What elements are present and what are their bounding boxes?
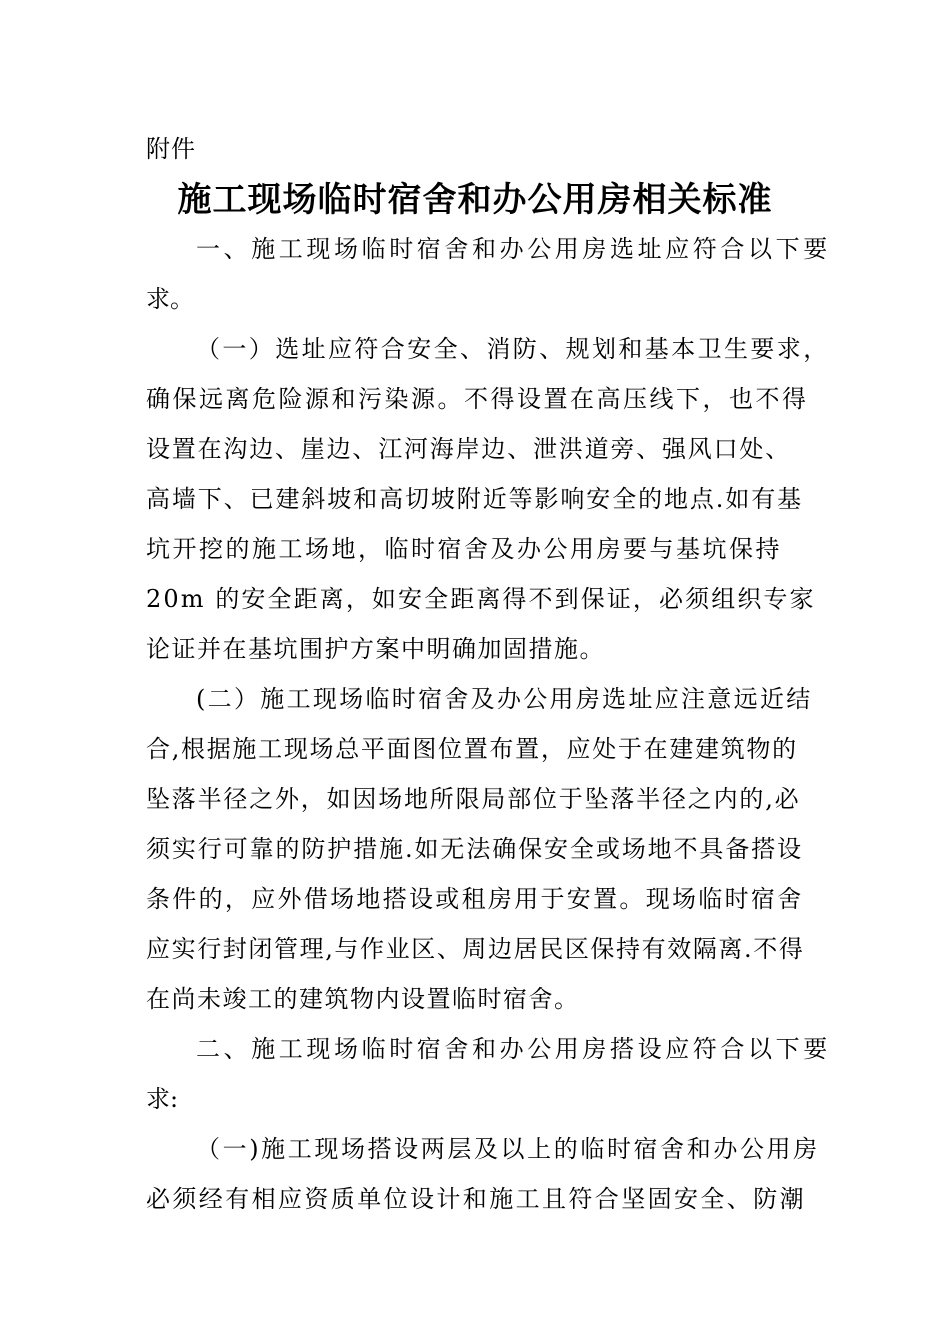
body-line: 二、施工现场临时宿舍和办公用房搭设应符合以下要 — [196, 1035, 831, 1063]
body-line: （一）选址应符合安全、消防、规划和基本卫生要求， — [196, 335, 830, 363]
body-line: （一)施工现场搭设两层及以上的临时宿舍和办公用房 — [196, 1135, 820, 1163]
body-line: 应实行封闭管理,与作业区、周边居民区保持有效隔离.不得 — [146, 935, 805, 963]
body-line: 设置在沟边、崖边、江河海岸边、泄洪道旁、强风口处、 — [146, 435, 791, 463]
body-line: (二）施工现场临时宿舍及办公用房选址应注意远近结 — [196, 685, 813, 713]
body-line: 一、施工现场临时宿舍和办公用房选址应符合以下要 — [196, 235, 831, 263]
document-title: 施工现场临时宿舍和办公用房相关标准 — [177, 180, 773, 220]
body-line: 合,根据施工现场总平面图位置布置，应处于在建建筑物的 — [146, 735, 798, 763]
body-line: 条件的，应外借场地搭设或租房用于安置。现场临时宿舍 — [146, 885, 804, 913]
body-line: 高墙下、已建斜坡和高切坡附近等影响安全的地点.如有基 — [146, 485, 804, 513]
body-line: 必须经有相应资质单位设计和施工且符合坚固安全、防潮 — [146, 1185, 806, 1213]
attachment-label: 附件 — [146, 135, 196, 163]
body-line: 论证并在基坑围护方案中明确加固措施。 — [146, 635, 605, 663]
body-line: 在尚未竣工的建筑物内设置临时宿舍。 — [146, 985, 580, 1013]
body-line: 须实行可靠的防护措施.如无法确保安全或场地不具备搭设 — [146, 835, 804, 863]
body-line: 求。 — [146, 285, 194, 313]
body-line: 确保远离危险源和污染源。不得设置在高压线下，也不得 — [146, 385, 809, 413]
body-line: 求: — [146, 1085, 179, 1113]
body-line: 坑开挖的施工场地，临时宿舍及办公用房要与基坑保持 — [146, 535, 782, 563]
body-line: 坠落半径之外，如因场地所限局部位于坠落半径之内的,必 — [146, 785, 801, 813]
body-line: 20m 的安全距离，如安全距离得不到保证，必须组织专家 — [146, 585, 816, 613]
